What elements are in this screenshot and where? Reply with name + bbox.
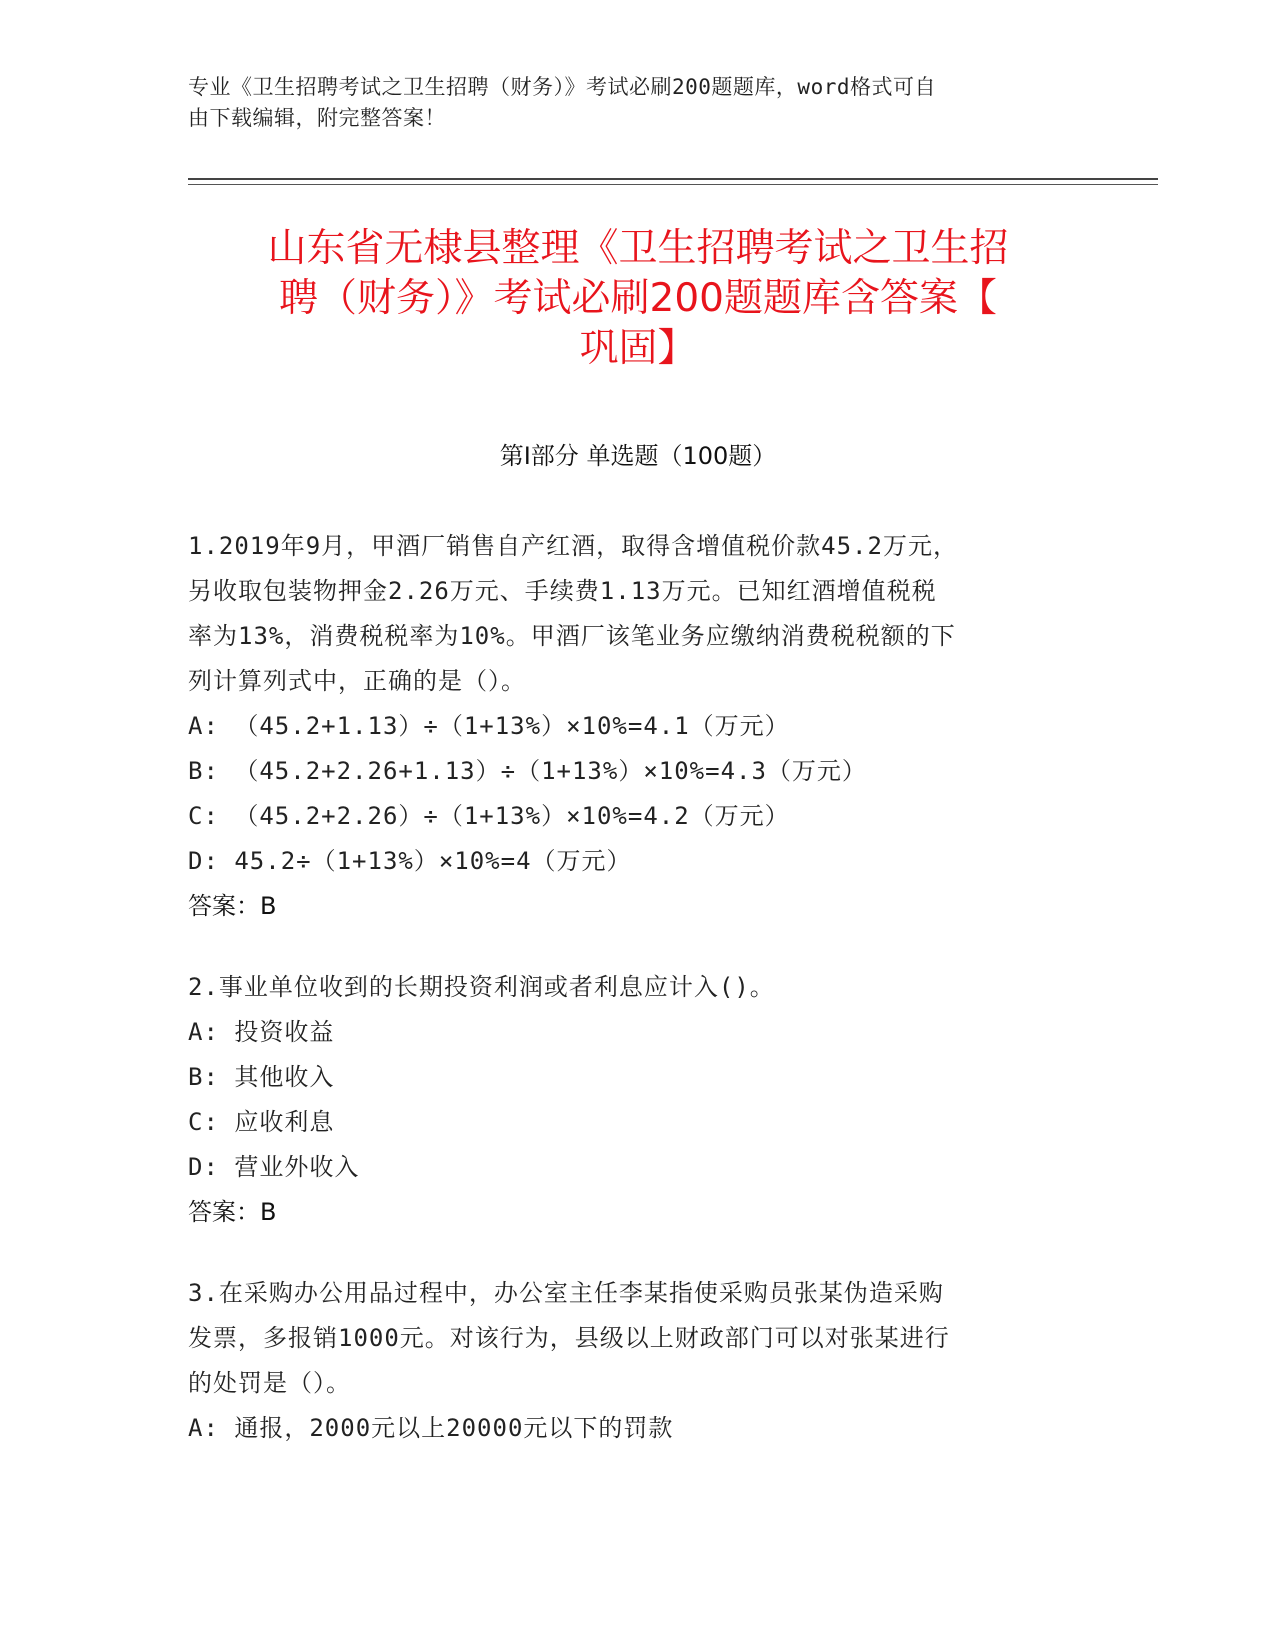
header-note — [188, 72, 1068, 134]
section-heading: 第I部分 单选题（100题） — [499, 442, 777, 470]
question-stem-line: 另收取包装物押金2.26万元、手续费1.13万元。已知红酒增值税税 — [188, 577, 937, 605]
option-a: A: （45.2+1.13）÷（1+13%）×10%=4.1（万元） — [188, 712, 790, 740]
header-note-line: 专业《卫生招聘考试之卫生招聘（财务）》考试必刷200题题库，word格式可自 — [188, 75, 936, 99]
question-stem-line: 的处罚是（）。 — [188, 1369, 351, 1397]
option-b: B: （45.2+2.26+1.13）÷（1+13%）×10%=4.3（万元） — [188, 757, 867, 785]
question-stem-line: 发票，多报销1000元。对该行为，县级以上财政部门可以对张某进行 — [188, 1324, 950, 1352]
answer-line: 答案：B — [188, 892, 277, 920]
question-1 — [188, 524, 1068, 929]
question-2 — [188, 965, 1068, 1235]
document-title — [188, 224, 1088, 374]
question-stem-line: 3.在采购办公用品过程中，办公室主任李某指使采购员张某伪造采购 — [188, 1279, 944, 1307]
question-stem-line: 2.事业单位收到的长期投资利润或者利息应计入()。 — [188, 973, 775, 1001]
header-divider-thin — [188, 184, 1158, 185]
option-a: A: 投资收益 — [188, 1018, 335, 1046]
question-3 — [188, 1271, 1068, 1451]
question-stem-line: 列计算列式中，正确的是（）。 — [188, 667, 526, 695]
option-d: D: 45.2÷（1+13%）×10%=4（万元） — [188, 847, 632, 875]
header-divider — [188, 178, 1158, 180]
question-list — [188, 524, 1068, 1487]
option-c: C: （45.2+2.26）÷（1+13%）×10%=4.2（万元） — [188, 802, 790, 830]
option-a: A: 通报，2000元以上20000元以下的罚款 — [188, 1414, 674, 1442]
title-line: 聘（财务）》考试必刷200题题库含答案【 — [279, 276, 997, 321]
title-line: 山东省无棣县整理《卫生招聘考试之卫生招 — [267, 226, 1009, 271]
option-d: D: 营业外收入 — [188, 1153, 360, 1181]
answer-line: 答案：B — [188, 1198, 277, 1226]
option-b: B: 其他收入 — [188, 1063, 335, 1091]
question-stem-line: 1.2019年9月，甲酒厂销售自产红酒，取得含增值税价款45.2万元， — [188, 532, 958, 560]
header-note-line: 由下载编辑，附完整答案！ — [188, 106, 446, 130]
question-stem-line: 率为13%，消费税税率为10%。甲酒厂该笔业务应缴纳消费税税额的下 — [188, 622, 956, 650]
option-c: C: 应收利息 — [188, 1108, 335, 1136]
title-line: 巩固】 — [579, 326, 697, 371]
